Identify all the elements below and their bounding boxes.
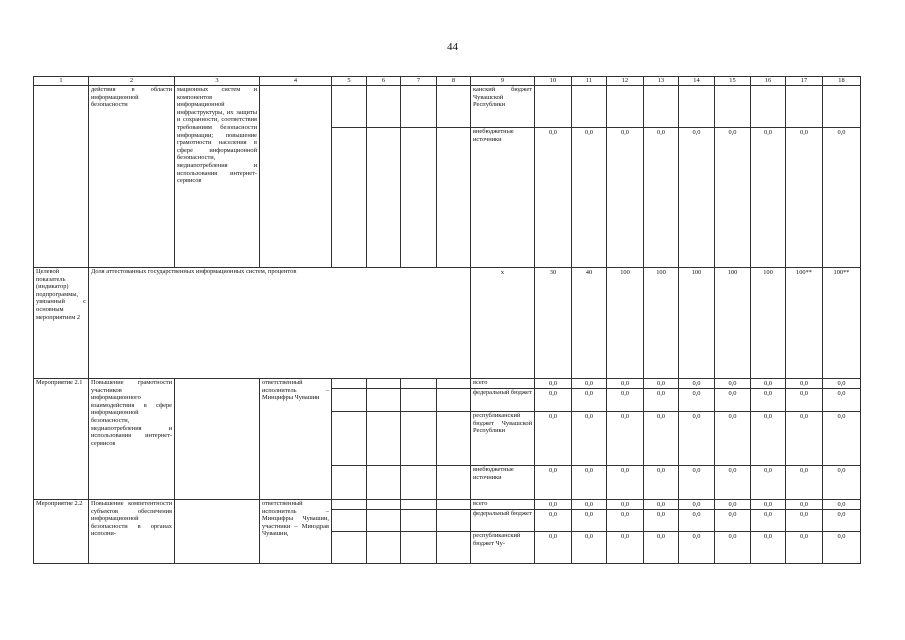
page-number: 44 (447, 41, 458, 53)
value-cell: 0,0 (715, 466, 751, 500)
value-cell: 0,0 (679, 466, 715, 500)
value-cell: 0,0 (679, 389, 715, 412)
value-cell: 0,0 (607, 532, 644, 564)
funding-source: республиканский бюджет Чу- (471, 532, 535, 564)
indicator-row (34, 268, 861, 379)
funding-source: федеральный бюджет (471, 510, 535, 532)
empty-cell (437, 389, 471, 412)
empty-cell (367, 510, 401, 532)
empty-cell (367, 86, 401, 128)
measure-description: Повышение компетентности субъектов обеспечения информационной безопасности в органах исполни- (89, 500, 175, 564)
header-cell: 1 (34, 77, 89, 86)
header-cell: 11 (572, 77, 607, 86)
empty-cell (175, 379, 260, 500)
empty-cell (367, 389, 401, 412)
row-label-cell (34, 86, 89, 268)
empty-cell (332, 128, 367, 268)
empty-cell (401, 128, 437, 268)
empty-cell (437, 500, 471, 510)
value-cell: 0,0 (679, 379, 715, 389)
measure-label: Мероприятие 2.1 (34, 379, 89, 500)
header-cell: 14 (679, 77, 715, 86)
value-cell: 0,0 (607, 389, 644, 412)
funding-source: федеральный бюджет (471, 389, 535, 412)
value-cell: 0,0 (644, 389, 679, 412)
empty-cell (332, 466, 367, 500)
header-cell: 3 (175, 77, 260, 86)
header-cell: 8 (437, 77, 471, 86)
empty-cell (437, 379, 471, 389)
value-cell (786, 86, 823, 128)
empty-cell (401, 466, 437, 500)
indicator-text: Доля аттестованных государственных информационных систем, процентов (89, 268, 471, 379)
value-cell: 0,0 (751, 510, 786, 532)
value-cell: 0,0 (607, 128, 644, 268)
value-cell: 0,0 (786, 500, 823, 510)
empty-cell (401, 500, 437, 510)
value-cell: 0,0 (535, 128, 572, 268)
value-cell: 0,0 (823, 412, 861, 466)
funding-source: республиканский бюджет Чувашской Республики (471, 412, 535, 466)
empty-cell (437, 532, 471, 564)
indicator-value: 100 (751, 268, 786, 379)
value-cell: 0,0 (644, 532, 679, 564)
empty-cell (437, 466, 471, 500)
measure-description: действия в области информационной безопасности (89, 86, 175, 268)
funding-source: всего (471, 500, 535, 510)
empty-cell (367, 128, 401, 268)
empty-cell (367, 532, 401, 564)
value-cell: 0,0 (786, 510, 823, 532)
value-cell: 0,0 (751, 466, 786, 500)
indicator-value: 100** (786, 268, 823, 379)
value-cell (607, 86, 644, 128)
value-cell (572, 86, 607, 128)
value-cell: 0,0 (715, 379, 751, 389)
value-cell: 0,0 (715, 412, 751, 466)
empty-cell (367, 379, 401, 389)
indicator-value: 40 (572, 268, 607, 379)
empty-cell (401, 412, 437, 466)
value-cell: 0,0 (751, 128, 786, 268)
value-cell: 0,0 (644, 412, 679, 466)
indicator-value: 100 (715, 268, 751, 379)
value-cell: 0,0 (823, 532, 861, 564)
value-cell: 0,0 (572, 389, 607, 412)
value-cell: 0,0 (715, 389, 751, 412)
value-cell: 0,0 (715, 510, 751, 532)
header-cell: 9 (471, 77, 535, 86)
value-cell: 0,0 (786, 412, 823, 466)
value-cell: 0,0 (607, 412, 644, 466)
value-cell: 0,0 (751, 532, 786, 564)
executor-cell (260, 86, 332, 268)
header-cell: 10 (535, 77, 572, 86)
measure-label: Мероприятие 2.2 (34, 500, 89, 564)
empty-cell (367, 412, 401, 466)
empty-cell (367, 500, 401, 510)
empty-cell (437, 412, 471, 466)
table-row (34, 86, 861, 128)
value-cell: 0,0 (607, 510, 644, 532)
header-cell: 15 (715, 77, 751, 86)
executor-cell: ответственный исполнитель – Минцифры Чувашии, участники – Минздрав Чувашии, (260, 500, 332, 564)
value-cell: 0,0 (679, 128, 715, 268)
value-cell: 0,0 (572, 510, 607, 532)
value-cell (751, 86, 786, 128)
empty-cell (175, 500, 260, 564)
value-cell (679, 86, 715, 128)
header-row (34, 77, 861, 86)
indicator-value: 100** (823, 268, 861, 379)
value-cell: 0,0 (644, 466, 679, 500)
empty-cell (401, 86, 437, 128)
value-cell: 0,0 (607, 379, 644, 389)
empty-cell (332, 532, 367, 564)
value-cell: 0,0 (572, 500, 607, 510)
value-cell (715, 86, 751, 128)
value-cell: 0,0 (786, 389, 823, 412)
value-cell: 0,0 (572, 128, 607, 268)
header-cell: 2 (89, 77, 175, 86)
program-table (33, 76, 861, 564)
funding-source: внебюджетные источники (471, 128, 535, 268)
value-cell: 0,0 (679, 510, 715, 532)
value-cell: 0,0 (786, 379, 823, 389)
value-cell (535, 86, 572, 128)
funding-source: внебюджетные источники (471, 466, 535, 500)
value-cell: 0,0 (644, 510, 679, 532)
header-cell: 12 (607, 77, 644, 86)
value-cell: 0,0 (644, 128, 679, 268)
empty-cell (332, 510, 367, 532)
value-cell: 0,0 (786, 466, 823, 500)
header-cell: 5 (332, 77, 367, 86)
table-row (34, 379, 861, 389)
value-cell: 0,0 (535, 500, 572, 510)
empty-cell (437, 510, 471, 532)
executor-cell: ответственный исполнитель – Минцифры Чувашии (260, 379, 332, 500)
value-cell: 0,0 (751, 500, 786, 510)
value-cell: 0,0 (644, 500, 679, 510)
empty-cell (437, 86, 471, 128)
value-cell: 0,0 (679, 500, 715, 510)
value-cell: 0,0 (572, 532, 607, 564)
indicator-value: 100 (679, 268, 715, 379)
indicator-label: Целевой показатель (индикатор) подпрограммы, увязанный с основным мероприятием 2 (34, 268, 89, 379)
measure-description: Повышение грамотности участников информационного взаимодействия в сфере информационной безопасности, медиапотребления и использования интернет-сервисов (89, 379, 175, 500)
value-cell: 0,0 (823, 389, 861, 412)
value-cell: 0,0 (535, 379, 572, 389)
value-cell: 0,0 (823, 500, 861, 510)
header-cell: 4 (260, 77, 332, 86)
value-cell: 0,0 (644, 379, 679, 389)
header-cell: 6 (367, 77, 401, 86)
value-cell: 0,0 (535, 466, 572, 500)
value-cell: 0,0 (823, 510, 861, 532)
empty-cell (332, 379, 367, 389)
empty-cell (332, 500, 367, 510)
header-cell: 7 (401, 77, 437, 86)
value-cell: 0,0 (786, 128, 823, 268)
value-cell: 0,0 (715, 128, 751, 268)
value-cell: 0,0 (823, 466, 861, 500)
value-cell: 0,0 (535, 412, 572, 466)
value-cell: 0,0 (535, 510, 572, 532)
value-cell (644, 86, 679, 128)
value-cell: 0,0 (679, 532, 715, 564)
value-cell: 0,0 (679, 412, 715, 466)
value-cell: 0,0 (751, 379, 786, 389)
value-cell: 0,0 (751, 389, 786, 412)
empty-cell (401, 389, 437, 412)
value-cell: 0,0 (572, 412, 607, 466)
value-cell (823, 86, 861, 128)
value-cell: 0,0 (572, 379, 607, 389)
empty-cell (332, 389, 367, 412)
measure-goals: мационных систем и компонентов информационной инфраструктуры, их защиты и сохранности, соответствия требованиям безопасности информации; повышение грамотности населения в сфере информационной безопасности, медиапотребления и использования интернет-сервисов (175, 86, 260, 268)
value-cell: 0,0 (786, 532, 823, 564)
empty-cell (332, 412, 367, 466)
table-row (34, 500, 861, 510)
value-cell: 0,0 (607, 466, 644, 500)
value-cell: 0,0 (607, 500, 644, 510)
empty-cell (332, 86, 367, 128)
header-cell: 16 (751, 77, 786, 86)
value-cell: 0,0 (535, 532, 572, 564)
funding-source: канский бюджет Чувашской Республики (471, 86, 535, 128)
value-cell: 0,0 (715, 532, 751, 564)
header-cell: 13 (644, 77, 679, 86)
value-cell: 0,0 (535, 389, 572, 412)
empty-cell (367, 466, 401, 500)
empty-cell (401, 532, 437, 564)
indicator-value: 30 (535, 268, 572, 379)
value-cell: 0,0 (823, 128, 861, 268)
funding-source: всего (471, 379, 535, 389)
empty-cell (401, 510, 437, 532)
indicator-unit: x (471, 268, 535, 379)
value-cell: 0,0 (751, 412, 786, 466)
indicator-value: 100 (607, 268, 644, 379)
header-cell: 18 (823, 77, 861, 86)
indicator-value: 100 (644, 268, 679, 379)
empty-cell (401, 379, 437, 389)
value-cell: 0,0 (715, 500, 751, 510)
empty-cell (437, 128, 471, 268)
value-cell: 0,0 (823, 379, 861, 389)
value-cell: 0,0 (572, 466, 607, 500)
header-cell: 17 (786, 77, 823, 86)
